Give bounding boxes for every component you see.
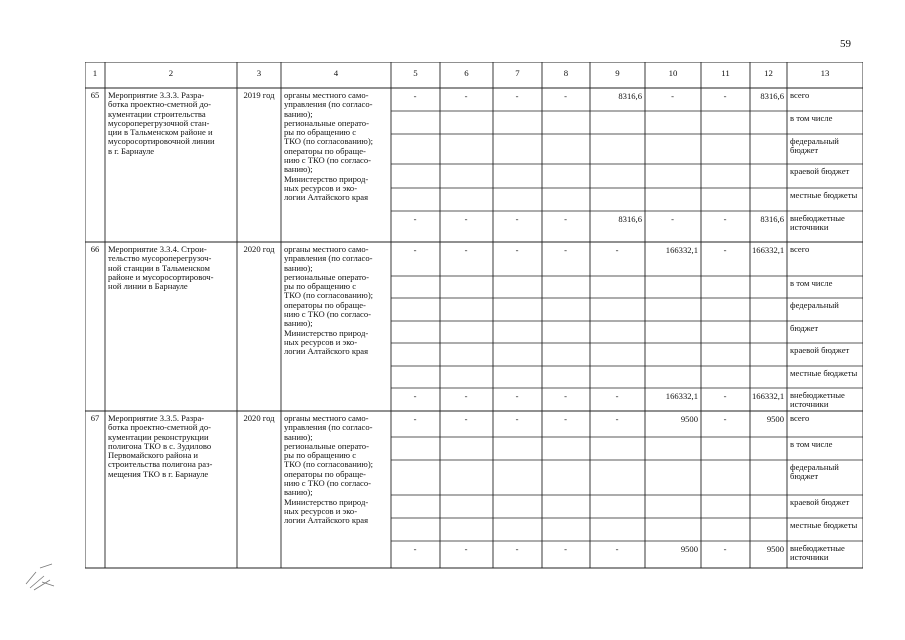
funding-value: - xyxy=(413,415,417,424)
funding-value: - xyxy=(413,215,417,224)
funding-value: - xyxy=(723,92,727,101)
column-header: 8 xyxy=(563,69,569,78)
funding-value: - xyxy=(515,246,519,255)
funding-value: - xyxy=(413,545,417,554)
page-number: 59 xyxy=(840,38,851,50)
funding-source: федеральный бюджет xyxy=(790,463,839,482)
funding-value: - xyxy=(564,392,567,401)
column-header: 3 xyxy=(256,69,262,78)
funding-value: - xyxy=(723,215,727,224)
funding-source: всего xyxy=(790,91,810,100)
column-header: 7 xyxy=(515,69,520,78)
funding-value: - xyxy=(564,92,567,101)
executors: органы местного само- управления (по согласо- ванию); региональные операто- ры по обращению с ТКО (по согласованию); операторы по обраще- нию с ТКО (по согласо- ванию); Министерство природ- ных ресурсов и эко- логии Алтайского края xyxy=(284,414,374,526)
funding-value: - xyxy=(515,545,519,554)
column-header: 13 xyxy=(820,69,830,78)
funding-value: - xyxy=(723,246,727,255)
funding-value: 8316,6 xyxy=(760,215,784,224)
year: 2020 год xyxy=(243,414,275,423)
funding-value: 166332,1 xyxy=(665,392,698,401)
funding-value: - xyxy=(723,392,727,401)
measure-name: Мероприятие 3.3.5. Разра- ботка проектно-сметной до- кументации реконструкции полигона ТКО в с. Зудилово Первомайского района и строительства полигона раз- мещения ТКО в г. Барнауле xyxy=(108,414,213,479)
measure-name: Мероприятие 3.3.3. Разра- ботка проектно-сметной до- кументации строительства мусороперегрузочной стан- ции в Тальменском районе и мусоросортировочной линии в г. Барнауле xyxy=(108,91,215,156)
funding-source: в том числе xyxy=(790,114,833,123)
funding-value: - xyxy=(464,392,468,401)
row-number: 65 xyxy=(90,91,100,100)
funding-value: - xyxy=(723,415,727,424)
column-header: 11 xyxy=(721,69,730,78)
funding-value: 9500 xyxy=(680,415,698,424)
funding-source: федеральный xyxy=(790,301,839,310)
funding-source: всего xyxy=(790,245,810,254)
funding-value: 8316,6 xyxy=(760,92,784,101)
executors: органы местного само- управления (по согласо- ванию); региональные операто- ры по обращению с ТКО (по согласованию); операторы по обраще- нию с ТКО (по согласо- ванию); Министерство природ- ных ресурсов и эко- логии Алтайского края xyxy=(284,91,374,203)
funding-value: - xyxy=(564,246,567,255)
column-header: 4 xyxy=(333,69,339,78)
funding-source: местные бюджеты xyxy=(790,369,858,378)
funding-value: - xyxy=(671,215,674,224)
year: 2020 год xyxy=(243,245,275,254)
funding-source: краевой бюджет xyxy=(790,498,850,507)
funding-source: федеральный бюджет xyxy=(790,137,839,156)
column-header: 2 xyxy=(168,69,174,78)
column-header: 1 xyxy=(92,69,98,78)
funding-source: в том числе xyxy=(790,279,833,288)
funding-value: 9500 xyxy=(766,545,784,554)
funding-value: 9500 xyxy=(766,415,784,424)
funding-value: - xyxy=(413,246,417,255)
funding-value: 166332,1 xyxy=(752,392,784,401)
measure-name: Мероприятие 3.3.4. Строи- тельство мусороперегрузоч- ной станции в Тальменском районе и мусоросортировоч- ной линии в Барнауле xyxy=(108,245,214,292)
funding-value: 166332,1 xyxy=(752,246,784,255)
funding-value: - xyxy=(615,246,619,255)
funding-value: - xyxy=(615,545,619,554)
funding-source: внебюджетные источники xyxy=(790,544,845,563)
funding-source: внебюджетные источники xyxy=(790,391,845,410)
funding-source: местные бюджеты xyxy=(790,521,858,530)
funding-value: - xyxy=(413,92,417,101)
funding-source: краевой бюджет xyxy=(790,167,850,176)
measures-table xyxy=(85,62,863,570)
funding-value: - xyxy=(515,215,519,224)
funding-value: - xyxy=(515,92,519,101)
funding-value: 8316,6 xyxy=(618,92,642,101)
funding-value: - xyxy=(564,545,567,554)
funding-source: бюджет xyxy=(790,324,819,333)
column-header: 12 xyxy=(764,69,773,78)
row-number: 66 xyxy=(90,245,100,254)
funding-value: 166332,1 xyxy=(665,246,698,255)
funding-value: - xyxy=(615,392,619,401)
column-header: 6 xyxy=(464,69,469,78)
funding-value: - xyxy=(464,92,468,101)
funding-value: - xyxy=(515,392,519,401)
row-number: 67 xyxy=(90,414,100,423)
column-header: 5 xyxy=(413,69,418,78)
executors: органы местного само- управления (по согласо- ванию); региональные операто- ры по обращению с ТКО (по согласованию); операторы по обраще- нию с ТКО (по согласо- ванию); Министерство природ- ных ресурсов и эко- логии Алтайского края xyxy=(284,245,374,357)
funding-value: - xyxy=(413,392,417,401)
funding-value: - xyxy=(564,415,567,424)
funding-value: 8316,6 xyxy=(618,215,642,224)
year: 2019 год xyxy=(243,91,275,100)
funding-value: - xyxy=(723,545,727,554)
funding-value: - xyxy=(515,415,519,424)
funding-source: в том числе xyxy=(790,440,833,449)
funding-source: краевой бюджет xyxy=(790,346,850,355)
column-header: 10 xyxy=(668,69,678,78)
funding-value: - xyxy=(464,215,468,224)
funding-value: - xyxy=(615,415,619,424)
funding-value: - xyxy=(464,545,468,554)
funding-value: - xyxy=(464,246,468,255)
funding-value: - xyxy=(671,92,674,101)
scan-artifact-mark xyxy=(22,560,58,592)
funding-value: - xyxy=(464,415,468,424)
funding-value: 9500 xyxy=(680,545,698,554)
funding-source: внебюджетные источники xyxy=(790,214,845,233)
column-header: 9 xyxy=(615,69,620,78)
funding-source: местные бюджеты xyxy=(790,191,858,200)
funding-value: - xyxy=(564,215,567,224)
funding-source: всего xyxy=(790,414,810,423)
